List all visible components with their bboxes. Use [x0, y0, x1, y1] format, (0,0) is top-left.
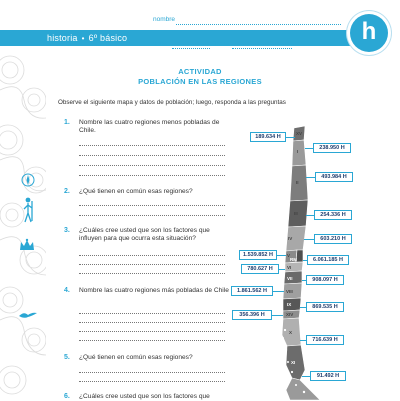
name-label: nombre [153, 16, 176, 23]
population-box-xv: 189.634 H [250, 132, 286, 142]
population-box-vi: 780.627 H [241, 264, 279, 274]
population-box-viii: 1.861.562 H [231, 286, 273, 296]
region-numeral: XV [296, 131, 303, 136]
subject-label: historia [47, 33, 78, 43]
population-box-vii: 908.097 H [306, 275, 344, 285]
region-numeral: II [296, 180, 299, 185]
question-text: ¿Qué tienen en común esas regiones? [79, 188, 193, 195]
activity-label: ACTIVIDAD [178, 67, 222, 76]
question-text: Nombre las cuatro regiones menos pobladas de Chile. [79, 119, 220, 135]
region-iii-shape [288, 200, 308, 227]
population-box-i: 238.950 H [313, 143, 351, 153]
course-label: curso [153, 40, 169, 47]
question-text: ¿Qué tienen en común esas regiones? [79, 354, 193, 361]
leader-line [302, 376, 310, 377]
population-box-ix: 869.535 H [306, 302, 344, 312]
question-number: 5. [64, 354, 70, 361]
question-number: 3. [64, 227, 70, 234]
region-rm-shape [296, 250, 303, 262]
question-number: 4. [64, 287, 70, 294]
leader-line [305, 148, 313, 149]
leader-line [304, 239, 314, 240]
region-numeral: III [294, 211, 298, 216]
region-numeral: I [297, 149, 299, 154]
question-number: 2. [64, 188, 70, 195]
question-text: Nombre las cuatro regiones más pobladas de Chile [79, 287, 229, 294]
leader-line [306, 215, 314, 216]
region-numeral: V [287, 253, 291, 258]
question-number: 1. [64, 119, 70, 126]
region-numeral: IV [288, 236, 293, 241]
population-box-xi: 91.492 H [310, 371, 346, 381]
region-numeral: IX [287, 302, 292, 307]
population-box-rm: 6.061.185 H [307, 255, 349, 265]
region-ix-shape [283, 298, 301, 311]
leader-line [306, 177, 315, 178]
activity-title: POBLACIÓN EN LAS REGIONES [138, 77, 262, 86]
population-box-ii: 493.984 H [315, 172, 353, 182]
instruction-text: Observe el siguiente mapa y datos de población; luego, responda a las preguntas [58, 99, 286, 106]
population-box-iv: 603.210 H [314, 234, 352, 244]
population-box-xiv: 356.396 H [232, 310, 272, 320]
region-numeral: X [289, 330, 293, 335]
region-ii-shape [290, 165, 308, 201]
region-numeral: XI [291, 360, 296, 365]
logo-letter: h [361, 18, 377, 45]
population-box-v: 1.539.852 H [239, 250, 277, 260]
date-label: fecha [213, 40, 229, 47]
question-text: ¿Cuáles cree usted que son los factores que [79, 393, 210, 400]
grade-label: 6º básico [88, 33, 128, 43]
region-xii-shape [286, 378, 320, 400]
region-numeral: VIII [286, 289, 293, 294]
region-numeral: XIV [286, 312, 294, 317]
population-box-iii: 254.336 H [314, 210, 352, 220]
region-numeral: VI [287, 265, 292, 270]
question-text: ¿Cuáles cree usted que son los factores que influyen para que ocurra esta situación? [79, 227, 210, 243]
population-box-x: 716.639 H [306, 335, 344, 345]
region-numeral: VII [287, 276, 293, 281]
question-number: 6. [64, 393, 70, 400]
separator-dot: • [81, 34, 85, 43]
region-i-shape [292, 140, 306, 166]
region-numeral: RM [290, 257, 297, 262]
